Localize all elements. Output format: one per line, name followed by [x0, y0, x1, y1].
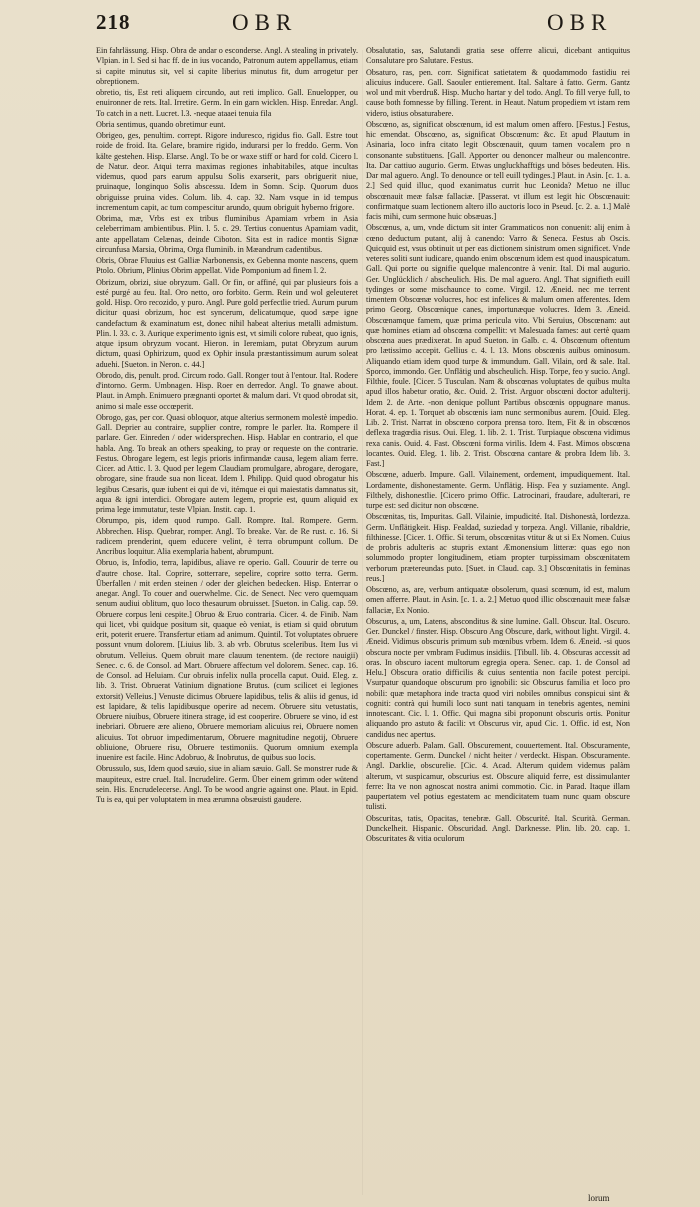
catchword: lorum	[588, 1193, 610, 1203]
column-gutter	[362, 50, 363, 1195]
dictionary-entry: Obria sentimus, quando obretimur eunt.	[96, 119, 226, 129]
page-number: 218	[96, 10, 131, 34]
page-header	[0, 10, 700, 44]
running-head-right: OBR	[547, 10, 613, 35]
dictionary-entry: Obrussulo, sus, Idem quod sæuio, siue in aliam sæuio. Gall. Se monstrer rude & maupiteux, estre cruel. Ital. Incrudelire. Germ. Über einem grimm oder wütend sein. His. Encrudelecerse. Angl. To be wood angrie against one. Plaut. in Epid. Tu is ea, qui per voluptatem in mea ærumna obsæuisti gaudere.	[96, 764, 358, 804]
dictionary-entry: Obsalutatio, sas, Salutandi gratia sese offerre alicui, dicebant antiquitus Consalutare pro Salutare. Festus.	[366, 46, 630, 66]
running-head-left: OBR	[232, 10, 298, 35]
dictionary-entry: Obscœno, as, are, verbum antiquatæ obsolerum, quasi scœnum, id est, malum omen afferre. Plaut. in Asin. [c. 1. a. 2.] Metuo quod illic obscœnauit meæ falsæ fallaciæ, Ex Nonio.	[366, 585, 630, 615]
dictionary-entry: Obris, Obrae Fluuius est Galliæ Narbonensis, ex Gebenna monte nascens, quem Ptolo. Obrium, Plinius Obrim appellat. Vide Pomponium ad finem l. 2.	[96, 256, 358, 276]
dictionary-entry: Obscurus, a, um, Latens, absconditus & sine lumine. Gall. Obscur. Ital. Oscuro. Ger. Dunckel / finster. Hisp. Obscuro Ang Obscure, dark, without light. Virgil. 4. Æneid. Vidimus obscuris primum sub mœnibus vrbem. Idem 6. Æneid. -si quos obscura nocte per vmbram Fudimus insidiis. [Tibull. lib. 4. Obscuras accessit ad oras. In obscuro iacent multorum egregia opera. Senec. cap. 1. de Consol ad Helu.] Obscura oratio difficilis & cuius sententia non facile potest percipi. Vsurpatur quandoque obscurum pro ignobili: sic Obscurus familia et loco pro nobili: quæ metaphora inde tracta quod viri nobiles omnibus conspicui sint & cogniti: contrà qui humili loco sunt nati tanquam in tenebris agentes, nemini innotescant. Cic. l. 1. Offic. Qui magna sibi proponunt obscuris ortis. Ponitur aliquando pro astuto & facili: vt Obscurus vir, apud Cic. 1. Offic. id est, Non candidus nec apertus.	[366, 616, 630, 739]
dictionary-entry: Obrumpo, pis, idem quod rumpo. Gall. Rompre. Ital. Rompere. Germ. Abbrechen. Hisp. Quebrar, romper. Angl. To breake. Var. de Re rust. c. 16. Si radicem prenderint, quem educere velint, è terra obrumpunt collum. De Ancribus loquitur. Alia exemplaria habent, abrumpunt.	[96, 516, 358, 556]
dictionary-entry: Obscœnus, a, um, vnde dictum sit inter Grammaticos non conuenit: alij enim à cœno deductum putant, alij à canendo: Varro & Seneca. Festus ab Oscis. Quicquid est, vsus obtinuit ut per eas dictionem sinistrum omen significet. Vnde veteres soliti sunt iudicare, quando enim obscœnum idem est quod inauspicatum. Gall. Qui porte ou signifie quelque malencontre à venir. Ital. Di mal augurio. Ger. Unglücklich / abscheulich. His. De mal aguero. Angl. That signifieth euill tydinges or some mischaunce to come. Virgil. 12. Æneid. nec me terrent timentem Obscœnæ volucres, hoc est infelices & malum omen afferentes. Idem primo Georg. Obscœnique canes, importunæque volucres. Idem 3. Æneid. Obscœnamque famem, quæ prima pericula vito. Vbi Seruius, Obscœnam: aut quæ homines etiam ad obscœna compellit: vt Malesuada fames: aut certè quam obscœna aues prædixerat. In apud Sueton. in Galb. c. 4. Obscœnum oftentum pro lætissimo accepit. Gellius c. 4. l. 13. Mons obscœnis auibus ominosum. Aliquando etiam idem quod turpe & immundum. Gall. Vilain, ord & sale. Ital. Sporco, immondo. Ger. Unflätig und abscheulich. Hisp. Torpe, feo y sucio. Angl. Filthie, foule. [Cicer. 5 Tusculan. Nam & obscœnas voluptates de quibus multa apud illos habetur oratio, &c. Ouid. 2. Trist. Arguor obscœni doctor adulterij. Idem 2. de Arte. -non denique pollunt Partibus obscœnis oppugnare manus. Horat. 4. ep. 1. Torquet ab obscœnis iam nunc sermonibus aurem. [Ouid. Eleg. Lib. 2. Trist. Narrat in obscœno corpora prensa toro. Item, Fit & in obscœnos deflexa tragœdia risus. Oui. Eleg. 1. lib. 2. 1. Trist. Turpiaque obscœna vidimus rexa canis. Ouid. 4. Fast. Obscœni forma virilis. Idem 4. Fast. Mimos obscœna locantes. Ouid. Eleg. 1. lib. 2. Trist. Obscœna cantare & probra Idem lib. 3. Fast.]	[366, 223, 630, 468]
dictionary-entry: Obsaturo, ras, pen. corr. Significat satietatem & quodammodo fastidiu rei alicuius inducere. Gall. Saouler entierement. Ital. Saltare à fatto. Germ. Gantz wol und mit vberdruß. Hisp. Mucho hartar y del todo. Angl. To fill verye full, to cause both fomnesse by filling. Terent. in Heaut. Natum propediem vt istam rem videro, istius obsaturabere.	[366, 67, 630, 118]
dictionary-entry: Obscœne, aduerb. Impure. Gall. Vilainement, ordement, impudiquement. Ital. Lordamente, dishonestamente. Germ. Unflätig. Hisp. Fea y suziamente. Angl. Filthely, dishonestlie. [Cicero primo Offic. Latrocinari, fraudare, adulterari, re turpe est: sed dicitur non obscœne.	[366, 470, 630, 510]
dictionary-entry: Obrodo, dis, penult. prod. Circum rodo. Gall. Ronger tout à l'entour. Ital. Rodere d'intorno. Germ. Umbnagen. Hisp. Roer en derredor. Angl. To gnawe about. Plaut. in Amph. Enimuero prægnanti oportet & malum dari. Vt quod obrodat sit, animo si male esse occœperit.	[96, 370, 358, 411]
dictionary-entry: Obscure aduerb. Palam. Gall. Obscurement, couuertement. Ital. Obscuramente, copertamente. Germ. Dunckel / nicht heiter / verdeckt. Hispan. Obscuramente. Angl. Darklie, obscurelie. [Cic. 4. Acad. Alterum quidem videmus palàm alterum, vt suspicamur, obscurius est. Obscure aliquid ferre, est dissimulanter ferre: Ita ve non agnoscat nostra animi commotio. Cic. in Parad. Itaque illam paupertatem vel potius egestatem ac mendicitatem tuam nunc quam obscure tulisti.	[366, 740, 630, 812]
dictionary-entry: Obrogo, gas, per cor. Quasi obloquor, atque alterius sermonem molestè impedio. Gall. Deprier au contraire, supplier contre, rompre le parler. Ita. Rompere il parlare. Ger. Einreden / oder widersprechen. Hisp. Hablar en contrario, el que habla. Ang. To break an others speaking, to pray or requeste on the contrarie. Festus. Obrogare legem, est legis prioris infirmandæ causa, legem aliam ferre. Cicer. ad Attic. l. 3. Quod per legem Claudiam promulgare, abrogare, derogare, obrogare, sine fraude sua non liceat. Idem l. Philipp. Quid quod obrogatur his legibus Cæsaris, quæ iubent ei qui de vi, itémque ei qui maiestatis damnatus sit, aqua & igni interdici. Obrogare autem legem, proprie est, quum aliquid ex prima lege immutatur, teste Vlpian. Instit. cap. 1.	[96, 412, 358, 514]
dictionary-entry: Obscœnitas, tis, Impuritas. Gall. Vilainie, impudicité. Ital. Dishonestà, lordezza. Germ. Unflätigkeit. Hisp. Fealdad, suziedad y torpeza. Angl. Villanie, ribaldrie, filthinesse. [Cicer. 1. Offic. Si terum, obscœnitas vtitur & ut si Ex Nomen. Cuius de probris adulteris ac stupris extant Æmonensium litteræ: quas ego non solummodo propter longitudinem, etiam propter turpissimam obscœnitatem verborum prætereundas puto. [Suet. in Claud. cap. 3.] Obscœnitatis in feminas reus.]	[366, 512, 630, 583]
dictionary-entry: Obrizum, obrizi, siue obryzum. Gall. Or fin, or affiné, qui par plusieurs fois a esté purgé au feu. Ital. Oro netto, oro forbito. Germ. Rein und wol geleuteret gold. Hisp. Oro recozido, y puro. Angl. Pure gold perfectlie tried. Aurum purum dicitur quasi obrizum, hoc est syncerum, delicatumque, quod sæpe igne candefactum & examinatum est, donec nihil habeat alterius metalli admistum. Plin. l. 33. c. 3. Aurique experimento ignis est, vt simili colore rubeat, quo ignis, atque ipsum obryzum vocant. Hieron. in Ieremiam, putat Obryzum aurum dictum, quasi Ophirizum, quod ex Ophir insula præstantissimum aurum soleat aduehi. [Sueton. in Neron. c. 44.]	[96, 277, 358, 369]
dictionary-entry: Obrima, mæ, Vrbs est ex tribus fluminibus Apamiam vrbem in Asia celeberrimam ambientibus. Plin. l. 5. c. 29. Tertius conuentus Apamiam vadit, ante appellatam Celænas, deinde Ciboton. Sita est in radice montis Signæ circunfusa Marsia, Obrima, Orga fluminib. in Mæandrum cadentibus.	[96, 214, 358, 254]
right-column	[366, 46, 630, 1201]
left-column	[96, 46, 358, 1201]
dictionary-entry: obretio, tis, Est reti aliquem circundo, aut reti implico. Gall. Enuelopper, ou enuironner de rets. Ital. Irretire. Germ. In ein garn wicklen. Hisp. Enredar. Angl. To catch in a nett. Lucret. l.3. -neque ataaei tenuia fila	[96, 88, 358, 118]
dictionary-entry: Obscuritas, tatis, Opacitas, tenebræ. Gall. Obscurité. Ital. Scurità. German. Dunckelheit. Hispanic. Obscuridad. Angl. Darknesse. Plin. lib. 20. cap. 1. Obscuritates & vitia oculorum	[366, 813, 630, 843]
dictionary-entry: Obruo, is, Infodio, terra, lapidibus, aliave re operio. Gall. Couurir de terre ou d'autre chose. Ital. Coprire, sotterrare, sepelire, coprire sotto terra. Germ. Überfallen / mit erden steinen / oder der gleichen bedecken. Hisp. Enterrar o anegar. Angl. To couer and ouerwhelme. Cic. de Senect. Nec vero quemquam senum audiui oblitum, quo loco thesaurum obruisset. [Sueton. in Calig. cap. 59. Obruere corpus leni cespite.] Obruo & Eruo contraria. Cicer. 4. de Finib. Nam qui licet, vbi quidque positum sit, quaque eò veniat, is etiam si quid obrutum erit, poterit eruere. Transfertur etiam ad animum. Quintil. Tot voluptates obruere possunt vnum dolorem. [Liuius lib. 3. ab vrb. Obrutus sceleribus. Item Ius vi obrutum. Velleius. Quem obruit mare clauum tenentem. (de rectore nauigii) Senec. c. 6. de Consol. ad Mart. Obruere affectum vel dolorem. Senec. cap. 16. de Consol. ad Heluiam. Cur obruis infelix nulla procella caput. Ouid. Eleg. z. lib. 3. Trist. Obruerat Vatinium dignatione Brutus. (cum scilicet ei legiones extorsit) Velleius.] Venuste dicimus Obruere lapidibus, telis & aliis id genus, id est lapidare, & telis lapidibusque operire ad necem. Obruere situ vetustatis, Obruere niuibus, Obruere itinera strage, id est cooperire. Obruere se vino, id est inebriari. Obruere ære alieno, Obruere memoriam alicuius rei, Obruere nomen alicuius. Tot obruor impedimentarum, Obruere magnitudine negotij, Obruere obliuione, Obruere risu, Obruere testimoniis. Quorum omnium exempla inuenire est facile. Hinc Adobruo, & Inobrutus, de quibus suo locis.	[96, 558, 358, 762]
dictionary-entry: Obrigeo, ges, penultim. corrept. Rigore induresco, rigidus fio. Gall. Estre tout roide de froid. Ita. Gelare, bramire rigido, indurarsi per lo freddo. Germ. Von kälte gestehen. Hisp. Elarse. Angl. To be or waxe stiff or hard for cold. Cicero l. de Natur. deor. Atqui terra maximas regiones inhabitabiles, atque incultas videmus, quod pars earum appulsu Solis exarserit, pars obriguerit niue, pruinaque, longinquo Solis abscessu. Idem in Somn. Scip. Quorum duos obriguisse pruina vides. Colum. lib. 4. cap. 32. Nam vsque in id tempus incrementum capit, ac tum compescitur arundo, quum obriguit hyberno frigore.	[96, 131, 358, 212]
dictionary-entry: Ein fahrlässung. Hisp. Obra de andar o esconderse. Angl. A stealing in privately. Vlpian. in l. Sed si hac ff. de in ius vocando, Patronum autem appellamus, etiam si capite minutus sit, vel si capite liberius minutus fit, dum arrogetur per obreptionem.	[96, 46, 358, 86]
dictionary-entry: Obscœno, as, significat obscœnum, id est malum omen affero. [Festus.] Festus, hic emendat. Obscœno, as, significat Obscœnum: &c. Et apud Plautum in Asinaria, loco infra citato legit Obscœnauit, quum tamen vocalem pro n consonante substituens. [Gall. Apporter ou denoncer malheur ou malencontre. Ita. Dar cattiuo augurio. Germ. Etwas ungluckhafftigs und böses bedeuten. His. Dar mal aguero. Angl. To denounce or tell euill tydinges.] Plaut. in Asin. [c. 1. a. 2.] Sed quid illuc, quod exanimatus currit huc Leonida? Metuo ne illuc obscœnauit meæ falsæ fallaciæ. [Passerat. vt illum est legit hic Obscœnauit: confirmatque suam lectionem altero illo auctoris loco in Pseud. [c. 2. a. 1.] Malè facis mihi, cum sermone huic obsæuas.]	[366, 119, 630, 221]
